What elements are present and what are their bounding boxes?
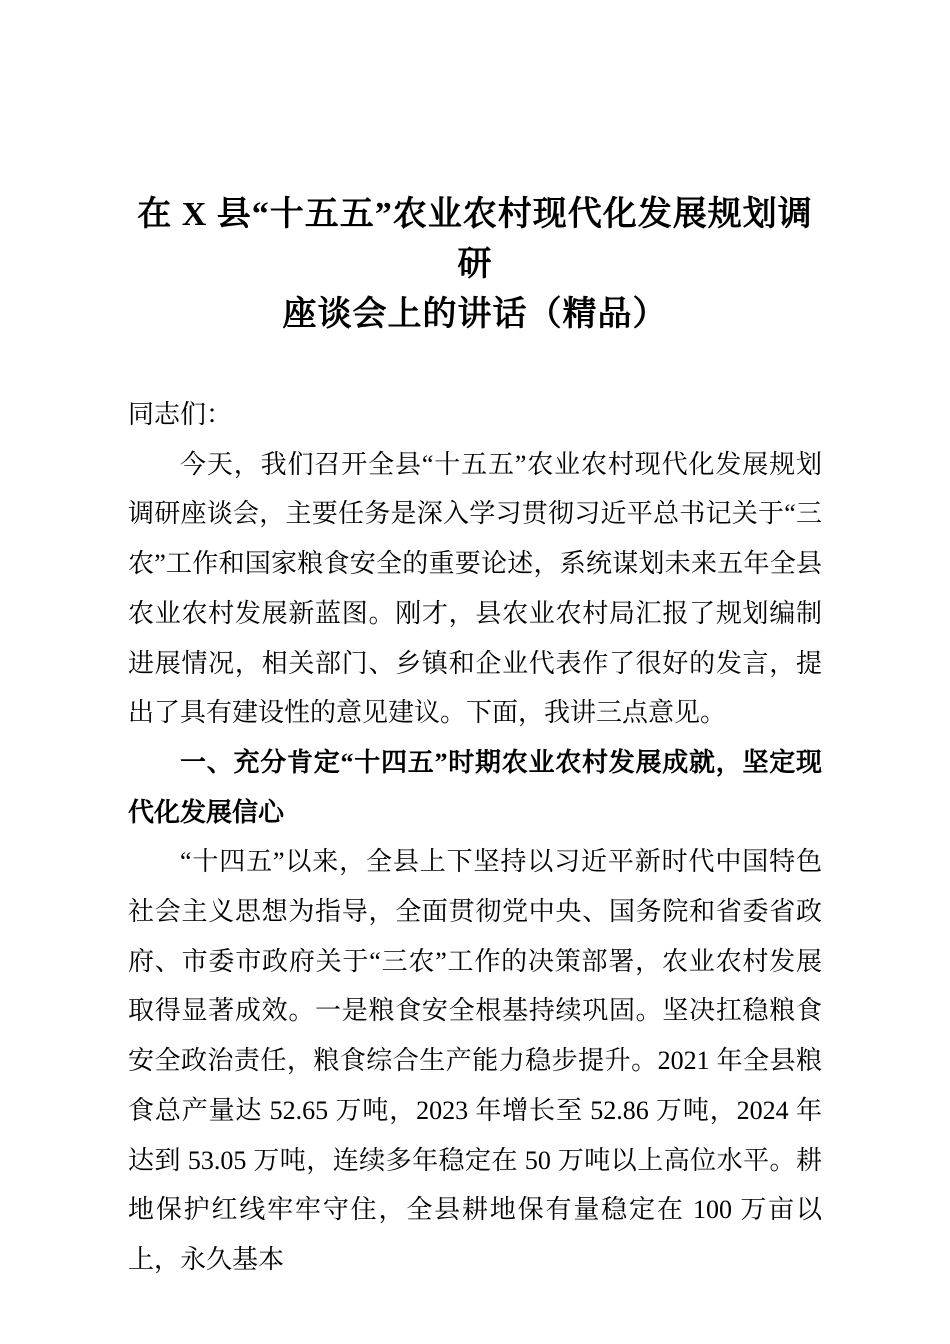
document-title-line-1: 在 X 县“十五五”农业农村现代化发展规划调研 bbox=[137, 196, 813, 283]
paragraph-section-1-body: “十四五”以来，全县上下坚持以习近平新时代中国特色社会主义思想为指导，全面贯彻党中央、国务院和省委省政府、市委市政府关于“三农”工作的决策部署，农业农村发展取得显著成效。一是粮食安全根基持续巩固。坚决扛稳粮食安全政治责任，粮食综合生产能力稳步提升。2021 年全县粮食总产量达 52.65 万吨，2023 年增长至 52.86 万吨，2024 年达到 53.05 万吨，连续多年稳定在 50 万吨以上高位水平。耕地保护红线牢牢守住，全县耕地保有量稳定在 100 万亩以上，永久基本 bbox=[128, 847, 822, 1274]
salutation: 同志们： bbox=[128, 400, 233, 429]
paragraph-opening: 今天，我们召开全县“十五五”农业农村现代化发展规划调研座谈会，主要任务是深入学习贯彻习近平总书记关于“三农”工作和国家粮食安全的重要论述，系统谋划未来五年全县农业农村发展新蓝图。刚才，县农业农村局汇报了规划编制进展情况，相关部门、乡镇和企业代表作了很好的发言，提出了具有建设性的意见建议。下面，我讲三点意见。 bbox=[128, 449, 822, 728]
section-heading-1: 一、充分肯定“十四五”时期农业农村发展成就，坚定现代化发展信心 bbox=[128, 747, 822, 827]
document-title bbox=[128, 190, 822, 340]
document-title-line-2: 座谈会上的讲话（精品） bbox=[282, 296, 668, 333]
